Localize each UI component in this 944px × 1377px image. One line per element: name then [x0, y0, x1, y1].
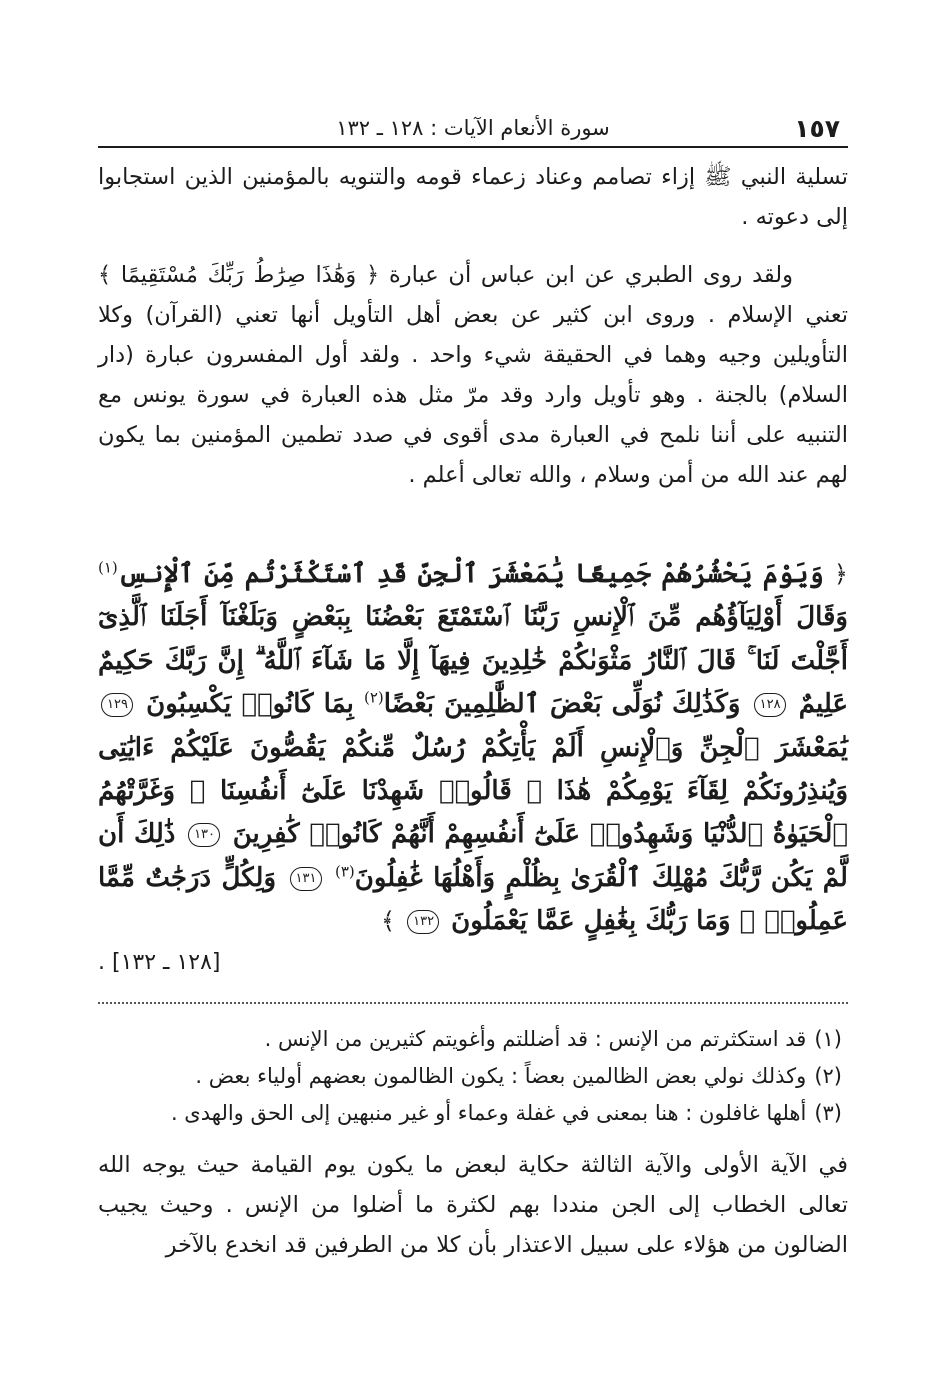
quran-close-ornament: ﴾ [380, 907, 396, 936]
verse-number-129: ١٢٩ [101, 693, 133, 717]
footnote-divider [98, 1002, 848, 1004]
footnote-item [158, 1058, 848, 1095]
body-paragraph-3: في الآية الأولى والآية الثالثة حكاية لبعض ما يكون يوم القيامة حيث يوجه الله تعالى الخطاب إلى الجن منددا بهم لكثرة ما أضلوا من الإنس . وحيث يجيب الضالون من هؤلاء على سبيل الاعتذار بأن كلا من الطرفين قد انخدع بالآخر [98, 1151, 848, 1258]
footnote-text: قد استكثرتم من الإنس : قد أضللتم وأغويتم كثيرين من الإنس . [264, 1026, 807, 1051]
footnote-number: (١) [814, 1026, 842, 1051]
footnote-text: وكذلك نولي بعض الظالمين بعضاً : يكون الظالمون بعضهم أولياء بعض . [195, 1063, 807, 1088]
verse-number-132: ١٣٢ [407, 910, 439, 934]
verse-number-130: ١٣٠ [188, 823, 220, 847]
quran-segment: يَٰمَعْشَرَ ٱلْجِنِّ وَٱلْإِنسِ أَلَمْ يَأْتِكُمْ رُسُلٌ مِّنكُمْ يَقُصُّونَ عَلَيْكُمْ ءَايَٰتِى وَيُنذِرُونَكُمْ لِقَآءَ يَوْمِكُمْ هَٰذَا ۚ قَالُوا۟ شَهِدْنَا عَلَىٰٓ أَنفُسِنَا ۖ وَغَرَّتْهُمُ ٱلْحَيَوٰةُ ٱلدُّنْيَا وَشَهِدُوا۟ عَلَىٰٓ أَنفُسِهِمْ أَنَّهُمْ كَانُوا۟ كَٰفِرِينَ [98, 732, 849, 850]
quran-segment: بِمَا كَانُوا۟ يَكْسِبُونَ [146, 689, 354, 720]
verse-number-128: ١٢٨ [754, 693, 786, 717]
footnote-number: (٣) [814, 1100, 842, 1125]
footnote-ref-2: (٢) [363, 688, 384, 707]
page-header [98, 100, 848, 148]
body-paragraph-2: ولقد روى الطبري عن ابن عباس أن عبارة ﴿ وَهَٰذَا صِرَٰطُ رَبِّكَ مُسْتَقِيمًا ﴾ تعني الإسلام . وروى ابن كثير عن بعض أهل التأويل أنها تعني (القرآن) وكلا التأويلين وجيه وهما في الحقيقة شيء واحد . ولقد أول المفسرون عبارة (دار السلام) بالجنة . وهو تأويل وارد وقد مرّ مثل هذه العبارة في سورة يونس مع التنبيه على أننا نلمح في العبارة مدى أقوى في صدد تطمين المؤمنين بما يكون لهم عند الله من أمن وسلام ، والله تعالى أعلم . [98, 262, 848, 488]
quran-segment: وَقَالَ أَوْلِيَآؤُهُم مِّنَ ٱلْإِنسِ رَبَّنَا ٱسْتَمْتَعَ بَعْضُنَا بِبَعْضٍ وَبَلَغْنَآ أَجَلَنَا ٱلَّذِىٓ أَجَّلْتَ لَنَا ۚ قَالَ ٱلنَّارُ مَثْوَىٰكُمْ خَٰلِدِينَ فِيهَآ إِلَّا مَا شَآءَ ٱللَّهُ ۗ إِنَّ رَبَّكَ حَكِيمٌ عَلِيمٌ [98, 602, 848, 720]
quran-segment: وَلِكُلٍّ دَرَجَٰتٌ مِّمَّا عَمِلُوا۟ ۚ وَمَا رَبُّكَ بِغَٰفِلٍ عَمَّا يَعْمَلُونَ [98, 862, 848, 937]
footnote-ref-3: (٣) [334, 862, 355, 881]
quran-passage [98, 553, 848, 944]
footnote-number: (٢) [814, 1063, 842, 1088]
verse-range: [١٢٨ ـ ١٣٢] . [98, 949, 221, 975]
verse-number-131: ١٣١ [290, 867, 322, 891]
body-paragraph-1: تسلية النبي ﷺ إزاء تصامم وعناد زعماء قومه والتنويه بالمؤمنين الذين استجابوا إلى دعوته . [98, 164, 848, 230]
quran-open-ornament: ﴿ [833, 560, 848, 588]
quran-segment: وَكَذَٰلِكَ نُوَلِّى بَعْضَ ٱلظَّٰلِمِينَ بَعْضًا [383, 689, 741, 720]
footnote-item [158, 1021, 848, 1058]
page [98, 100, 848, 1360]
footnote-ref-1: (١) [98, 558, 118, 577]
quran-segment: وَيَوْمَ يَحْشُرُهُمْ جَمِيعًا يَٰمَعْشَرَ ٱلْجِنِّ قَدِ ٱسْتَكْثَرْتُم مِّنَ ٱلْإِنسِ [117, 559, 824, 589]
page-number: ١٥٧ [794, 114, 840, 143]
quran-segment: ذَٰلِكَ أَن لَّمْ يَكُن رَّبُّكَ مُهْلِكَ ٱلْقُرَىٰ بِظُلْمٍ وَأَهْلُهَا غَٰفِلُونَ [98, 819, 848, 893]
footnote-text: أهلها غافلون : هنا بمعنى في غفلة وعماء أو غير منبهين إلى الحق والهدى . [170, 1100, 807, 1125]
running-title: سورة الأنعام الآيات : ١٢٨ ـ ١٣٢ [336, 116, 610, 140]
footnotes [98, 1021, 848, 1132]
footnote-item [158, 1095, 848, 1132]
